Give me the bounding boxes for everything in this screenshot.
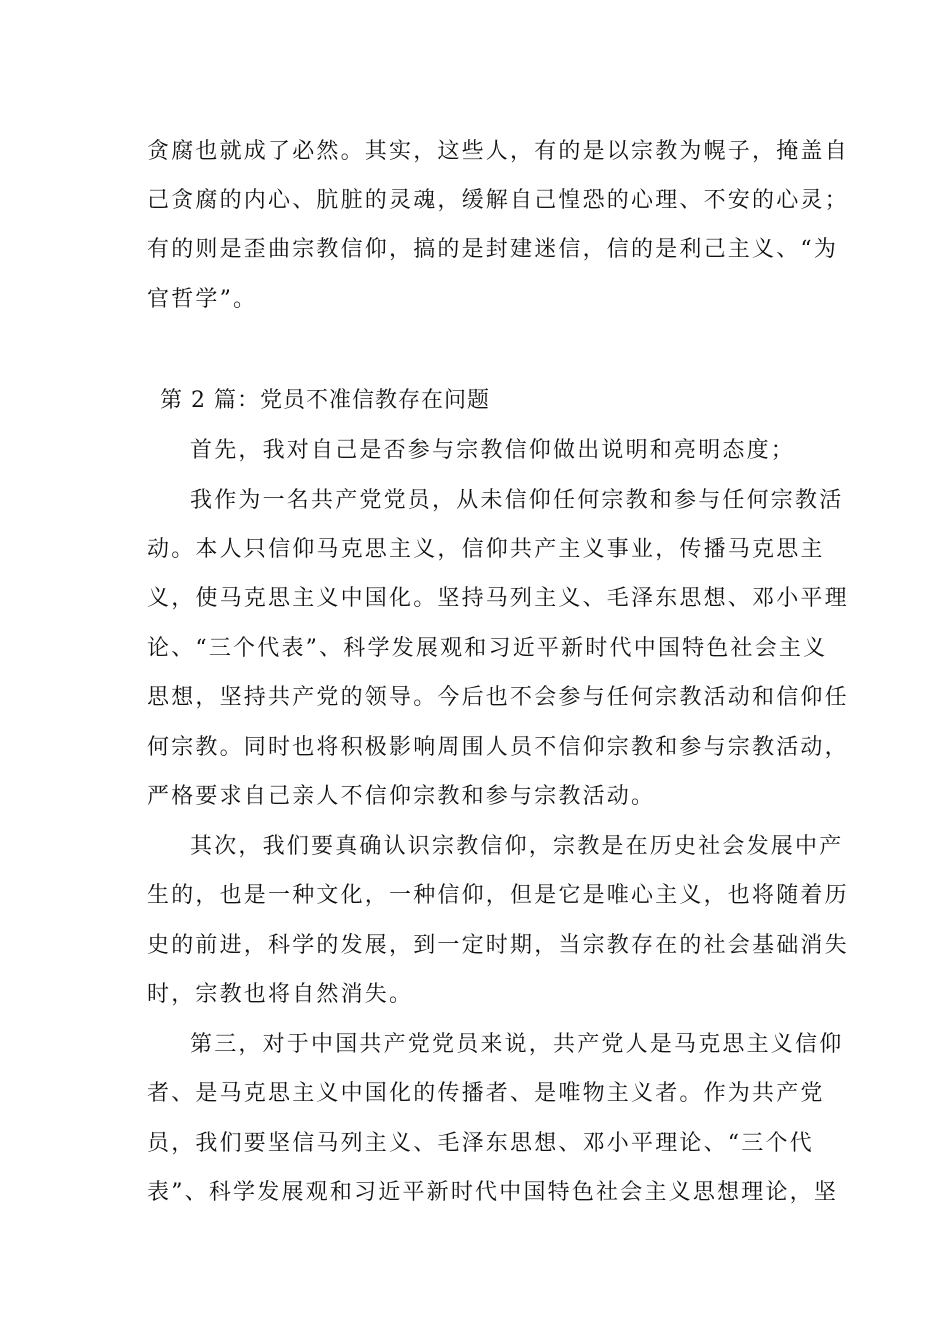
text-line: 其次，我们要真确认识宗教信仰，宗教是在历史社会发展中产 — [190, 834, 844, 859]
text-line: 生的，也是一种文化，一种信仰，但是它是唯心主义，也将随着历 — [147, 883, 849, 908]
text-line: 思想，坚持共产党的领导。今后也不会参与任何宗教活动和信仰任 — [147, 685, 849, 710]
text-line: 动。本人只信仰马克思主义，信仰共产主义事业，传播马克思主 — [147, 537, 825, 562]
text-line: 表”、科学发展观和习近平新时代中国特色社会主义思想理论，坚 — [147, 1180, 839, 1205]
text-line: 义，使马克思主义中国化。坚持马列主义、毛泽东思想、邓小平理 — [147, 586, 849, 611]
text-line: 我作为一名共产党党员，从未信仰任何宗教和参与任何宗教活 — [190, 488, 844, 513]
text-line: 第三，对于中国共产党党员来说，共产党人是马克思主义信仰 — [190, 1032, 844, 1057]
text-line: 贪腐也就成了必然。其实，这些人，有的是以宗教为幌子，掩盖自 — [147, 139, 849, 164]
text-line: 时，宗教也将自然消失。 — [147, 982, 414, 1007]
text-line: 论、“三个代表”、科学发展观和习近平新时代中国特色社会主义 — [147, 636, 828, 661]
text-line: 员，我们要坚信马列主义、毛泽东思想、邓小平理论、“三个代 — [147, 1131, 814, 1156]
text-line: 官哲学”。 — [147, 287, 258, 312]
text-line: 有的则是歪曲宗教信仰，搞的是封建迷信，信的是利己主义、“为 — [147, 237, 839, 262]
text-line: 者、是马克思主义中国化的传播者、是唯物主义者。作为共产党 — [147, 1081, 825, 1106]
text-line: 何宗教。同时也将积极影响周围人员不信仰宗教和参与宗教活动， — [147, 735, 849, 760]
section-title: 第 2 篇：党员不准信教存在问题 — [160, 388, 490, 413]
text-line: 史的前进，科学的发展，到一定时期，当宗教存在的社会基础消失 — [147, 933, 849, 958]
text-line: 己贪腐的内心、肮脏的灵魂，缓解自己惶恐的心理、不安的心灵； — [147, 188, 849, 213]
text-line: 严格要求自己亲人不信仰宗教和参与宗教活动。 — [147, 784, 656, 809]
text-line: 首先，我对自己是否参与宗教信仰做出说明和亮明态度； — [190, 438, 796, 463]
